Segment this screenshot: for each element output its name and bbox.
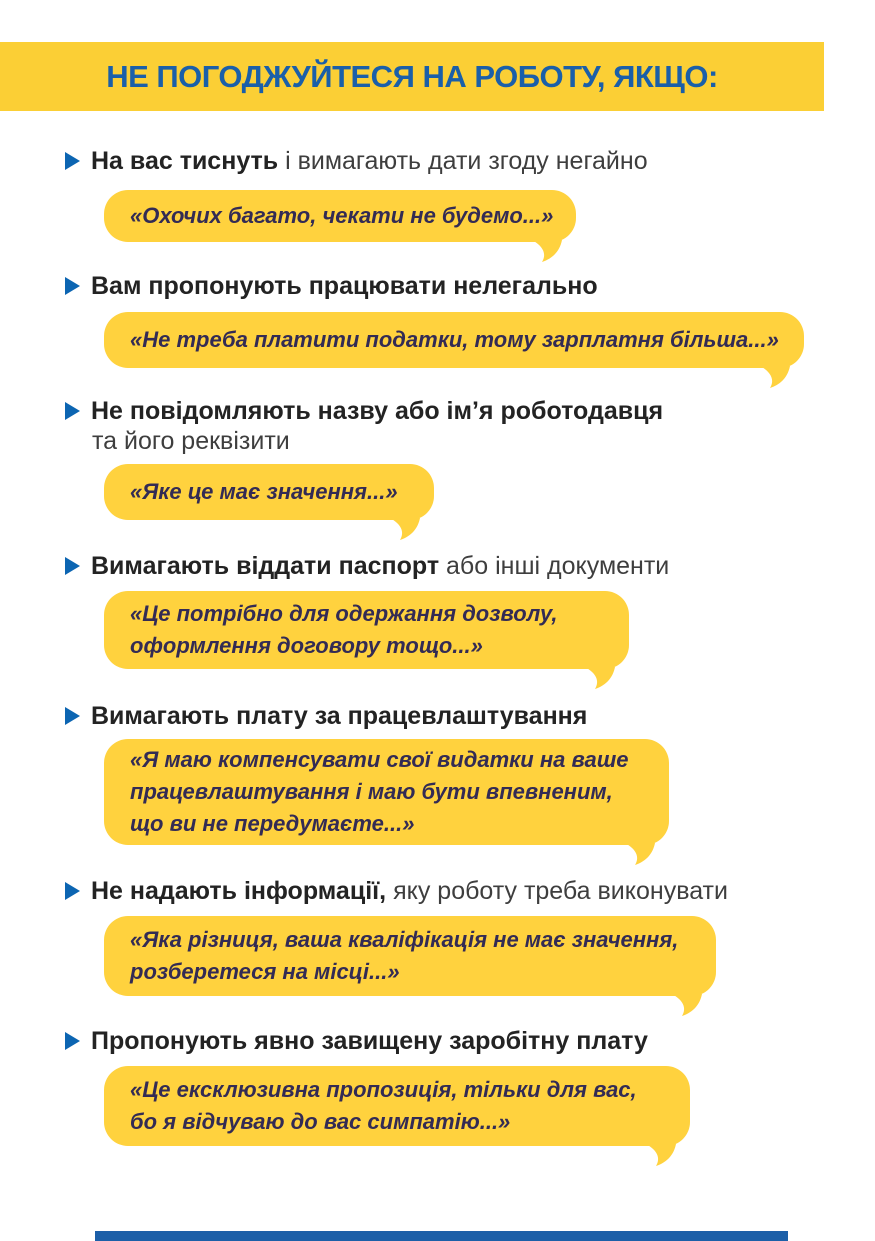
bullet-triangle-icon [65,557,80,575]
warning-lead: Пропонують явно завищену заробітну плату [91,1027,648,1055]
quote-line: оформлення договору тощо...» [130,633,483,658]
warning-lead: Не надають інформації, [91,877,387,905]
bubble-tail-icon [646,1144,680,1166]
warning-lead: Не повідомляють назву або ім’я роботодавця [91,397,664,425]
quote-line: розберетеся на місці...» [130,959,400,984]
speech-bubble-4 [104,591,629,669]
warning-item-1 [65,146,648,176]
quote-line: «Яке це має значення...» [130,479,398,504]
warning-lead: Вам пропонують працювати нелегально [91,272,598,300]
speech-bubble-6 [104,916,716,996]
warning-rest: або інші документи [439,552,670,580]
speech-bubble-1 [104,190,576,242]
bubble-tail-icon [585,667,619,689]
warning-rest: і вимагають дати згоду негайно [278,147,648,175]
quote-line: «Це ексклюзивна пропозиція, тільки для вас, [130,1077,637,1102]
warning-rest: яку роботу треба виконувати [386,877,728,905]
warning-item-6 [65,876,728,906]
bullet-triangle-icon [65,152,80,170]
warning-item-3 [65,396,663,456]
bubble-tail-icon [760,366,794,388]
page-title: НЕ ПОГОДЖУЙТЕСЯ НА РОБОТУ, ЯКЩО: [106,58,718,94]
header-banner [0,42,824,111]
quote-line: бо я відчуваю до вас симпатію...» [130,1109,511,1134]
bubble-tail-icon [672,994,706,1016]
bullet-triangle-icon [65,277,80,295]
quote-line: «Я маю компенсувати свої видатки на ваше [130,747,629,772]
warning-item-4 [65,551,669,581]
bubble-tail-icon [625,843,659,865]
quote-line: працевлаштування і маю бути впевненим, [130,779,613,804]
quote-line: «Охочих багато, чекати не будемо...» [130,203,554,228]
bullet-triangle-icon [65,882,80,900]
footer-bar [95,1231,788,1241]
warning-item-2 [65,271,598,301]
quote-line: «Яка різниця, ваша кваліфікація не має значення, [130,927,679,952]
bullet-triangle-icon [65,1032,80,1050]
quote-line: «Не треба платити податки, тому зарплатня більша...» [130,327,779,352]
warning-line2: та його реквізити [92,427,290,455]
warning-lead: На вас тиснуть [91,147,279,175]
bubble-tail-icon [532,240,566,262]
bubble-tail-icon [390,518,424,540]
warning-item-7 [65,1026,648,1056]
speech-bubble-2 [104,312,804,368]
warning-lead: Вимагають плату за працевлаштування [91,702,588,730]
speech-bubble-7 [104,1066,690,1146]
quote-line: «Це потрібно для одержання дозволу, [130,601,558,626]
quote-line: що ви не передумаєте...» [130,811,415,836]
warning-item-5 [65,701,587,731]
speech-bubble-5 [104,739,669,845]
bullet-triangle-icon [65,707,80,725]
bullet-triangle-icon [65,402,80,420]
warning-lead: Вимагають віддати паспорт [91,552,440,580]
speech-bubble-3 [104,464,434,520]
